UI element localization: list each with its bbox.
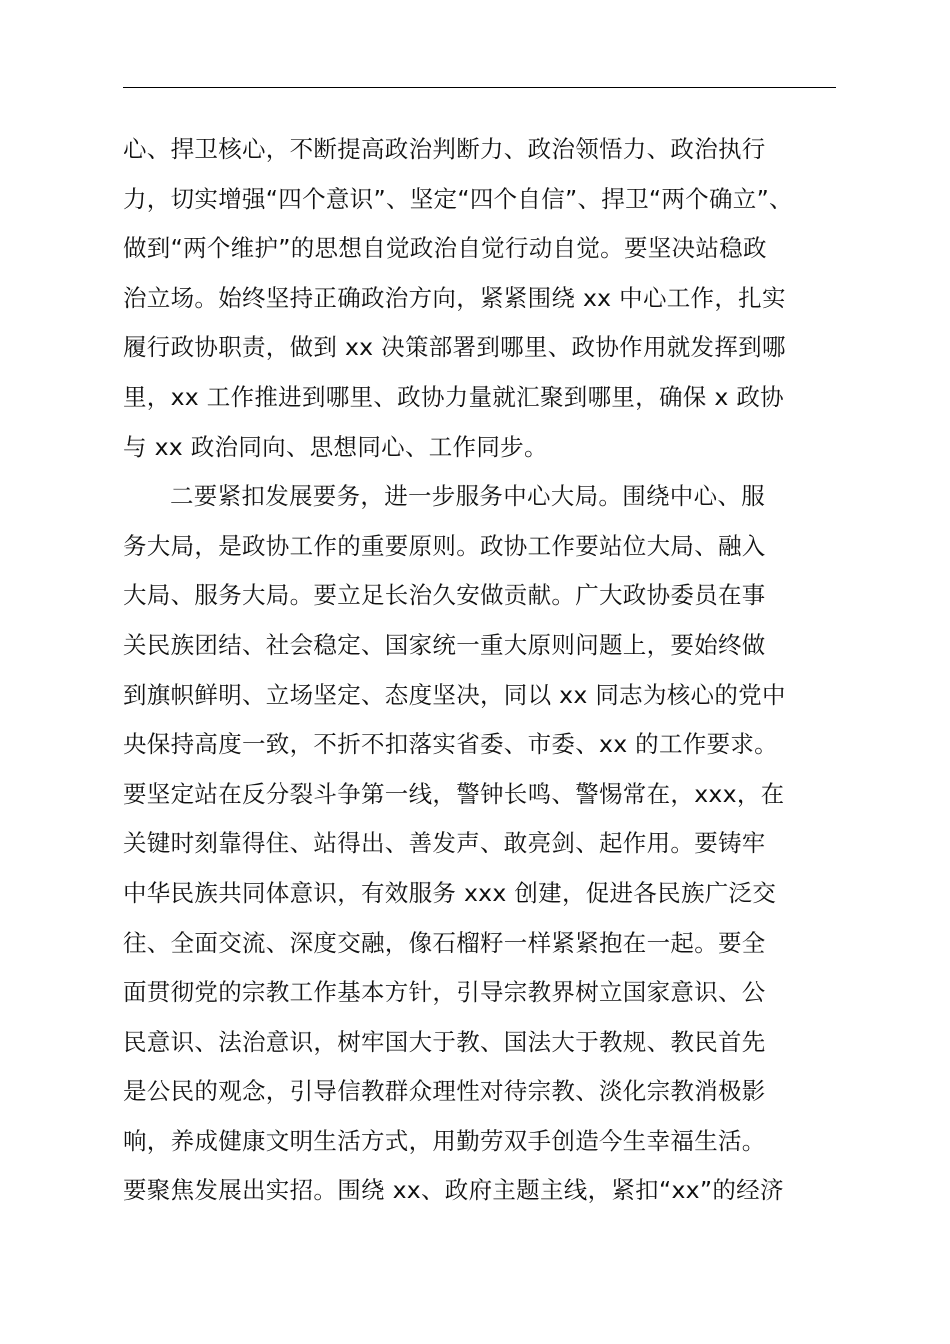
text-line: 心、捍卫核心，不断提高政治判断力、政治领悟力、政治执行 — [123, 135, 766, 163]
text-line: 务大局，是政协工作的重要原则。政协工作要站位大局、融入 — [123, 531, 766, 560]
text-line: 与 xx 政治同向、思想同心、工作同步。 — [123, 432, 548, 461]
text-line: 履行政协职责，做到 xx 决策部署到哪里、政协作用就发挥到哪 — [123, 333, 786, 362]
text-line: 响，养成健康文明生活方式，用勤劳双手创造今生幸福生活。 — [123, 1126, 766, 1155]
text-line: 里，xx 工作推进到哪里、政协力量就汇聚到哪里，确保 x 政协 — [123, 382, 784, 411]
text-line: 央保持高度一致，不折不扣落实省委、市委、xx 的工作要求。 — [123, 730, 778, 759]
text-line: 面贯彻党的宗教工作基本方针，引导宗教界树立国家意识、公 — [123, 978, 766, 1007]
text-line: 中华民族共同体意识，有效服务 xxx 创建，促进各民族广泛交 — [123, 878, 777, 907]
header-rule — [123, 87, 836, 88]
text-line: 是公民的观念，引导信教群众理性对待宗教、淡化宗教消极影 — [123, 1077, 766, 1106]
body-text — [123, 125, 843, 1216]
text-line: 力，切实增强“四个意识”、坚定“四个自信”、捍卫“两个确立”、 — [123, 184, 793, 213]
text-line: 关民族团结、社会稳定、国家统一重大原则问题上，要始终做 — [123, 630, 766, 659]
text-line: 治立场。始终坚持正确政治方向，紧紧围绕 xx 中心工作，扎实 — [123, 283, 786, 312]
paragraph-start-line: 二要紧扣发展要务，进一步服务中心大局。围绕中心、服 — [170, 482, 765, 511]
text-line: 要坚定站在反分裂斗争第一线，警钟长鸣、警惕常在，xxx，在 — [123, 779, 785, 808]
text-line: 民意识、法治意识，树牢国大于教、国法大于教规、教民首先 — [123, 1027, 766, 1056]
text-line: 要聚焦发展出实招。围绕 xx、政府主题主线，紧扣“xx”的经济 — [123, 1176, 784, 1205]
text-line: 做到“两个维护”的思想自觉政治自觉行动自觉。要坚决站稳政 — [123, 234, 767, 263]
text-line: 关键时刻靠得住、站得出、善发声、敢亮剑、起作用。要铸牢 — [123, 829, 766, 858]
text-line: 大局、服务大局。要立足长治久安做贡献。广大政协委员在事 — [123, 581, 766, 610]
text-line: 往、全面交流、深度交融，像石榴籽一样紧紧抱在一起。要全 — [123, 928, 766, 957]
text-line: 到旗帜鲜明、立场坚定、态度坚决，同以 xx 同志为核心的党中 — [123, 680, 786, 709]
